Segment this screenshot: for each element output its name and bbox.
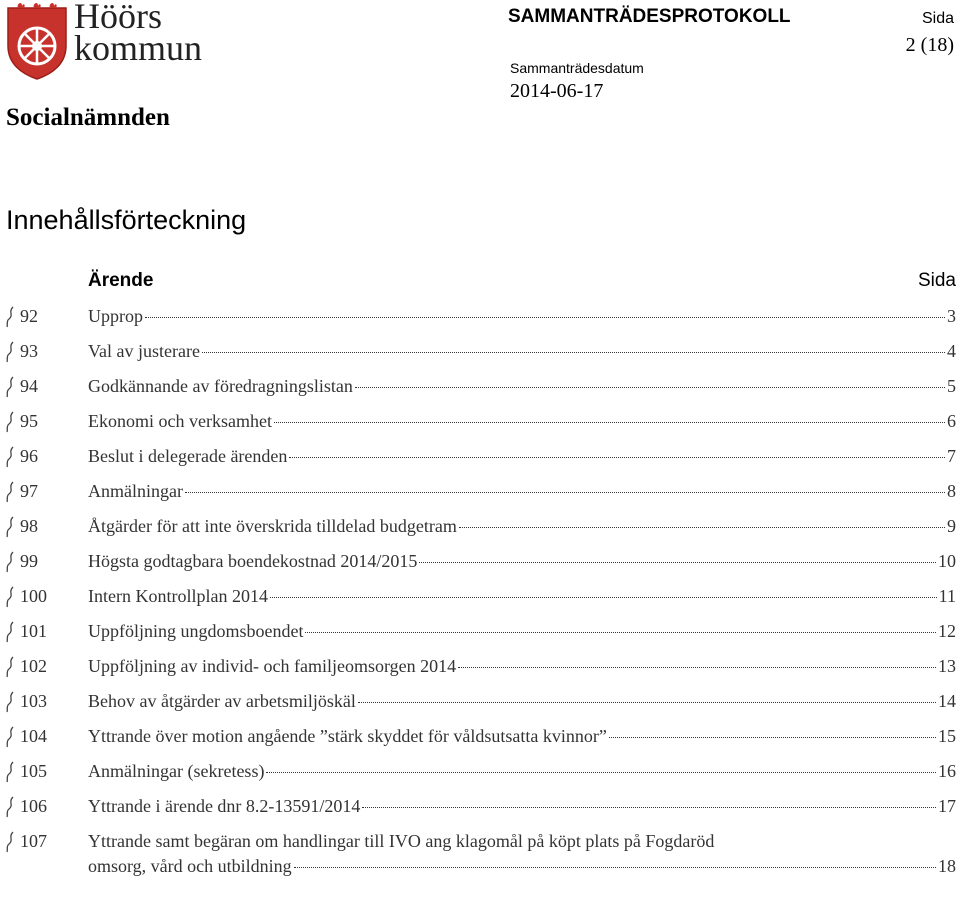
toc-heading: Innehållsförteckning [6,205,247,235]
toc-item-page: 11 [938,586,956,606]
toc-item-title: Val av justerare [88,341,200,361]
toc-item-line [88,551,956,572]
toc-row[interactable] [0,545,960,580]
section-mark-icon [4,306,18,328]
toc-item-line [88,691,956,712]
toc-item-title-line-1: Yttrande samt begäran om handlingar till IVO ang klagomål på köpt plats på Fogdaröd [88,831,715,851]
municipality-logo [4,2,220,82]
meeting-date-label: Sammanträdesdatum [510,60,644,76]
dot-leader [355,387,945,388]
dot-leader [358,702,936,703]
meeting-date-value: 2014-06-17 [510,80,604,102]
toc-item-line [88,306,956,327]
toc-item-line [88,761,956,782]
toc-item-line [88,656,956,677]
section-mark-icon [4,831,18,853]
toc-item-line [88,586,956,607]
section-mark-icon [4,551,18,573]
toc-item-number: 106 [20,796,47,816]
toc-item-line [88,481,956,502]
toc-column-item: Ärende [88,270,154,291]
toc-item-title: Åtgärder för att inte överskrida tilldelad budgetram [88,516,457,536]
toc-item-title: Beslut i delegerade ärenden [88,446,288,466]
toc-row[interactable] [0,335,960,370]
toc-item-number: 100 [20,586,47,606]
section-mark-icon [4,481,18,503]
toc-item-page: 4 [947,341,956,361]
toc-row[interactable] [0,720,960,755]
section-mark-icon [4,656,18,678]
toc-item-page: 18 [938,856,956,876]
dot-leader [270,597,937,598]
toc-item-page: 14 [938,691,956,711]
toc-item-line [88,856,956,877]
toc-row[interactable] [0,300,960,335]
toc-item-page: 15 [938,726,956,746]
dot-leader [145,317,945,318]
toc-row[interactable] [0,790,960,825]
section-mark-icon [4,761,18,783]
toc-item-page: 5 [947,376,956,396]
toc-item-title: Yttrande över motion angående ”stärk skyddet för våldsutsatta kvinnor” [88,726,607,746]
dot-leader [458,667,936,668]
toc-item-title: Uppföljning ungdomsboendet [88,621,304,641]
toc-item-line [88,516,956,537]
toc-item-title: Behov av åtgärder av arbetsmiljöskäl [88,691,356,711]
dot-leader [305,632,936,633]
section-mark-icon [4,516,18,538]
toc-item-number: 101 [20,621,47,641]
dot-leader [274,422,945,423]
section-mark-icon [4,726,18,748]
toc-row[interactable] [0,440,960,475]
dot-leader [609,737,936,738]
toc-item-number: 102 [20,656,47,676]
toc-item-line [88,446,956,467]
toc-column-page: Sida [917,270,956,291]
dot-leader [202,352,945,353]
toc-item-line [88,621,956,642]
toc-item-title: Ekonomi och verksamhet [88,411,272,431]
section-mark-icon [4,376,18,398]
toc-row[interactable] [0,825,960,885]
toc-item-line [88,726,956,747]
toc-row[interactable] [0,755,960,790]
dot-leader [289,457,945,458]
toc-row[interactable] [0,510,960,545]
section-mark-icon [4,586,18,608]
section-mark-icon [4,796,18,818]
toc-item-line [88,796,956,817]
dot-leader [185,492,945,493]
toc-list [0,300,960,885]
toc-item-title: Yttrande i ärende dnr 8.2-13591/2014 [88,796,361,816]
toc-item-title: Anmälningar [88,481,183,501]
toc-item-number: 93 [20,341,38,361]
toc-item-page: 16 [938,761,956,781]
toc-item-line [88,376,956,397]
coat-of-arms-icon [4,2,70,80]
toc-item-title: Godkännande av föredragningslistan [88,376,353,396]
dot-leader [362,807,936,808]
toc-item-line [88,341,956,362]
toc-item-title: Anmälningar (sekretess) [88,761,265,781]
toc-item-title: Uppföljning av individ- och familjeomsorgen 2014 [88,656,457,676]
toc-item-page: 17 [938,796,956,816]
toc-item-page: 6 [947,411,956,431]
toc-item-number: 103 [20,691,47,711]
toc-row[interactable] [0,405,960,440]
toc-item-number: 107 [20,831,47,851]
toc-item-number: 105 [20,761,47,781]
dot-leader [419,562,936,563]
toc-item-page: 9 [947,516,956,536]
toc-item-number: 104 [20,726,47,746]
toc-item-number: 92 [20,306,38,326]
logo-line-2: kommun [74,28,203,68]
toc-item-number: 96 [20,446,38,466]
document-type: SAMMANTRÄDESPROTOKOLL [508,6,791,27]
section-mark-icon [4,691,18,713]
dot-leader [294,867,936,868]
toc-item-number: 98 [20,516,38,536]
toc-item-title-line-2: omsorg, vård och utbildning [88,856,292,876]
page-number: 2 (18) [905,34,954,56]
toc-item-page: 7 [947,446,956,466]
section-mark-icon [4,341,18,363]
toc-row[interactable] [0,475,960,510]
toc-item-title: Intern Kontrollplan 2014 [88,586,268,606]
toc-row[interactable] [0,650,960,685]
toc-row[interactable] [0,685,960,720]
toc-item-number: 99 [20,551,38,571]
section-mark-icon [4,446,18,468]
dot-leader [266,772,936,773]
toc-row[interactable] [0,580,960,615]
toc-row[interactable] [0,370,960,405]
toc-item-number: 95 [20,411,38,431]
toc-row[interactable] [0,615,960,650]
section-mark-icon [4,411,18,433]
toc-item-title: Högsta godtagbara boendekostnad 2014/2015 [88,551,418,571]
toc-item-page: 8 [947,481,956,501]
toc-item-number: 94 [20,376,38,396]
page-label: Sida [921,10,954,27]
dot-leader [459,527,945,528]
logo-line-1: Höörs [74,0,162,36]
toc-item-line [88,411,956,432]
toc-item-page: 10 [938,551,956,571]
toc-item-page: 13 [938,656,956,676]
org-unit: Socialnämnden [6,104,170,131]
section-mark-icon [4,621,18,643]
toc-item-number: 97 [20,481,38,501]
toc-item-title: Upprop [88,306,143,326]
toc-item-page: 12 [938,621,956,641]
toc-item-page: 3 [947,306,956,326]
